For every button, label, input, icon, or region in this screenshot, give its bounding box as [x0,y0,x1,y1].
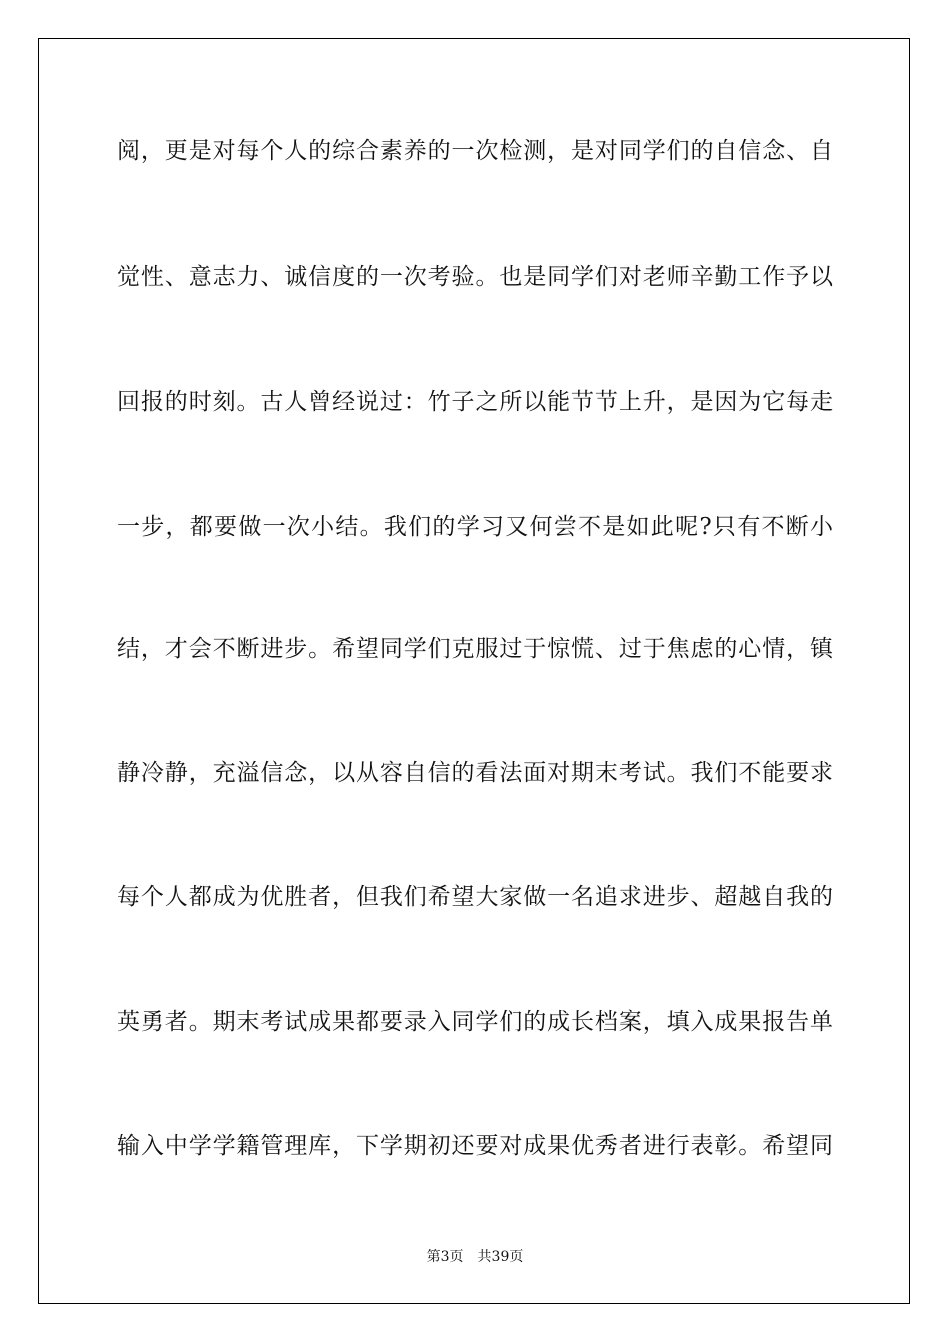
body-text-line: 结，才会不断进步。希望同学们克服过于惊慌、过于焦虑的心情，镇 [117,636,833,662]
body-text-line: 静冷静，充溢信念，以从容自信的看法面对期末考试。我们不能要求 [117,760,833,786]
body-text-line: 输入中学学籍管理库，下学期初还要对成果优秀者进行表彰。希望同 [117,1133,833,1159]
page-total: 共39页 [477,1249,524,1265]
body-text-line: 觉性、意志力、诚信度的一次考验。也是同学们对老师辛勤工作予以 [117,264,833,290]
page-footer [0,1246,950,1266]
body-text-line: 每个人都成为优胜者，但我们希望大家做一名追求进步、超越自我的 [117,884,833,910]
page-number: 第3页 [426,1249,464,1265]
page-frame [38,38,910,1304]
body-text-line: 一步，都要做一次小结。我们的学习又何尝不是如此呢?只有不断小 [117,514,833,540]
body-text-line: 英勇者。期末考试成果都要录入同学们的成长档案，填入成果报告单 [117,1009,833,1035]
body-text-line: 阅，更是对每个人的综合素养的一次检测，是对同学们的自信念、自 [117,138,833,164]
body-text-line: 回报的时刻。古人曾经说过：竹子之所以能节节上升，是因为它每走 [117,389,833,415]
